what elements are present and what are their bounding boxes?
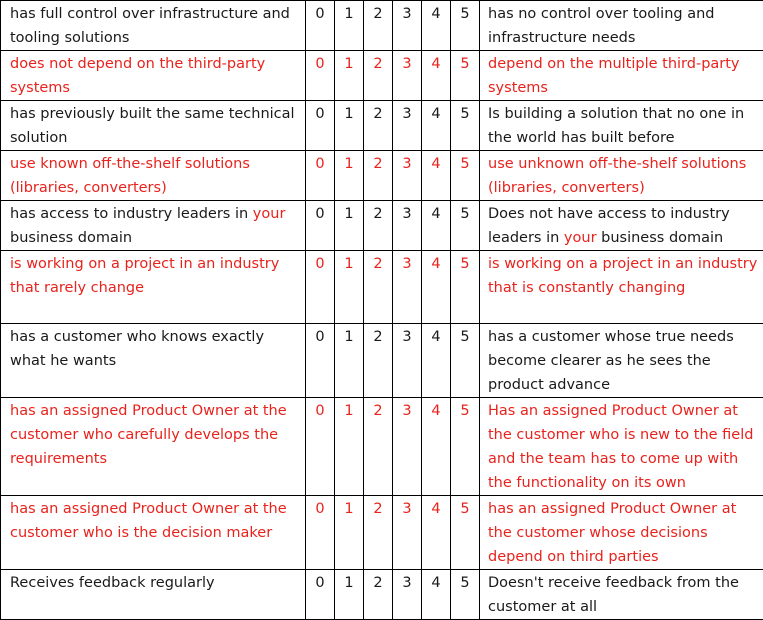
right-statement: Has an assigned Product Owner at the customer who is new to the field and the team has to come up with the functionality on its own bbox=[480, 398, 763, 496]
scale-value: 4 bbox=[422, 51, 451, 101]
table-row bbox=[1, 151, 763, 201]
scale-value: 4 bbox=[422, 324, 451, 398]
scale-value: 1 bbox=[335, 398, 364, 496]
scale-value: 1 bbox=[335, 496, 364, 570]
scale-value: 3 bbox=[393, 496, 422, 570]
scale-value: 0 bbox=[306, 496, 335, 570]
right-statement: Is building a solution that no one in the world has built before bbox=[480, 101, 763, 151]
highlight-word: your bbox=[563, 230, 597, 246]
table-row bbox=[1, 251, 763, 324]
scale-value: 5 bbox=[451, 151, 480, 201]
scale-value: 0 bbox=[306, 101, 335, 151]
scale-value: 0 bbox=[306, 251, 335, 324]
scale-value: 1 bbox=[335, 51, 364, 101]
left-statement: Receives feedback regularly bbox=[1, 570, 306, 620]
scale-value: 2 bbox=[364, 201, 393, 251]
scale-value: 1 bbox=[335, 570, 364, 620]
scale-value: 1 bbox=[335, 201, 364, 251]
left-statement bbox=[1, 201, 306, 251]
scale-value: 5 bbox=[451, 570, 480, 620]
table-row bbox=[1, 1, 763, 51]
scale-value: 2 bbox=[364, 251, 393, 324]
scale-value: 0 bbox=[306, 1, 335, 51]
right-statement: has a customer whose true needs become clearer as he sees the product advance bbox=[480, 324, 763, 398]
scale-value: 2 bbox=[364, 151, 393, 201]
right-statement: depend on the multiple third-party systems bbox=[480, 51, 763, 101]
table-row bbox=[1, 570, 763, 620]
scale-value: 4 bbox=[422, 570, 451, 620]
scale-value: 5 bbox=[451, 51, 480, 101]
scale-value: 4 bbox=[422, 1, 451, 51]
right-statement: has no control over tooling and infrastructure needs bbox=[480, 1, 763, 51]
scale-value: 0 bbox=[306, 51, 335, 101]
scale-value: 3 bbox=[393, 570, 422, 620]
scale-value: 1 bbox=[335, 101, 364, 151]
table-row bbox=[1, 51, 763, 101]
scale-value: 3 bbox=[393, 324, 422, 398]
scale-value: 5 bbox=[451, 398, 480, 496]
scale-value: 3 bbox=[393, 51, 422, 101]
scale-value: 3 bbox=[393, 201, 422, 251]
right-statement bbox=[480, 201, 763, 251]
scale-value: 2 bbox=[364, 51, 393, 101]
statement-text: business domain bbox=[596, 230, 724, 246]
scale-value: 0 bbox=[306, 570, 335, 620]
scale-value: 3 bbox=[393, 398, 422, 496]
scale-value: 1 bbox=[335, 251, 364, 324]
scale-value: 4 bbox=[422, 201, 451, 251]
scale-value: 5 bbox=[451, 251, 480, 324]
scale-value: 1 bbox=[335, 151, 364, 201]
left-statement: use known off-the-shelf solutions (libraries, converters) bbox=[1, 151, 306, 201]
left-statement: has previously built the same technical solution bbox=[1, 101, 306, 151]
scale-value: 1 bbox=[335, 324, 364, 398]
left-statement: has an assigned Product Owner at the customer who carefully develops the requirements bbox=[1, 398, 306, 496]
scale-value: 5 bbox=[451, 101, 480, 151]
scale-value: 5 bbox=[451, 1, 480, 51]
scale-value: 1 bbox=[335, 1, 364, 51]
right-statement: use unknown off-the-shelf solutions (libraries, converters) bbox=[480, 151, 763, 201]
highlight-word: your bbox=[252, 206, 286, 222]
scale-value: 2 bbox=[364, 496, 393, 570]
scale-value: 2 bbox=[364, 1, 393, 51]
right-statement: is working on a project in an industry that is constantly changing bbox=[480, 251, 763, 324]
scale-value: 5 bbox=[451, 324, 480, 398]
statement-text: has access to industry leaders in bbox=[10, 206, 253, 222]
statement-text: Does not have access to industry leaders in bbox=[488, 206, 730, 246]
scale-value: 2 bbox=[364, 324, 393, 398]
left-statement: does not depend on the third-party systems bbox=[1, 51, 306, 101]
right-statement: Doesn't receive feedback from the customer at all bbox=[480, 570, 763, 620]
scale-value: 4 bbox=[422, 151, 451, 201]
scale-value: 4 bbox=[422, 496, 451, 570]
left-statement: has an assigned Product Owner at the customer who is the decision maker bbox=[1, 496, 306, 570]
table-row bbox=[1, 201, 763, 251]
table-row bbox=[1, 324, 763, 398]
statement-text: business domain bbox=[10, 230, 133, 246]
scale-value: 4 bbox=[422, 101, 451, 151]
table-row bbox=[1, 496, 763, 570]
table-row bbox=[1, 101, 763, 151]
scale-value: 3 bbox=[393, 1, 422, 51]
left-statement: has a customer who knows exactly what he wants bbox=[1, 324, 306, 398]
scale-value: 2 bbox=[364, 570, 393, 620]
scale-value: 2 bbox=[364, 101, 393, 151]
scale-value: 0 bbox=[306, 151, 335, 201]
left-statement: is working on a project in an industry that rarely change bbox=[1, 251, 306, 324]
scale-value: 4 bbox=[422, 398, 451, 496]
table-row bbox=[1, 398, 763, 496]
scale-value: 0 bbox=[306, 201, 335, 251]
left-statement: has full control over infrastructure and tooling solutions bbox=[1, 1, 306, 51]
scale-value: 4 bbox=[422, 251, 451, 324]
scale-value: 0 bbox=[306, 398, 335, 496]
scale-value: 5 bbox=[451, 496, 480, 570]
scale-value: 5 bbox=[451, 201, 480, 251]
scale-value: 3 bbox=[393, 251, 422, 324]
scale-value: 3 bbox=[393, 151, 422, 201]
scale-value: 3 bbox=[393, 101, 422, 151]
scale-value: 0 bbox=[306, 324, 335, 398]
scale-value: 2 bbox=[364, 398, 393, 496]
right-statement: has an assigned Product Owner at the customer whose decisions depend on third parties bbox=[480, 496, 763, 570]
